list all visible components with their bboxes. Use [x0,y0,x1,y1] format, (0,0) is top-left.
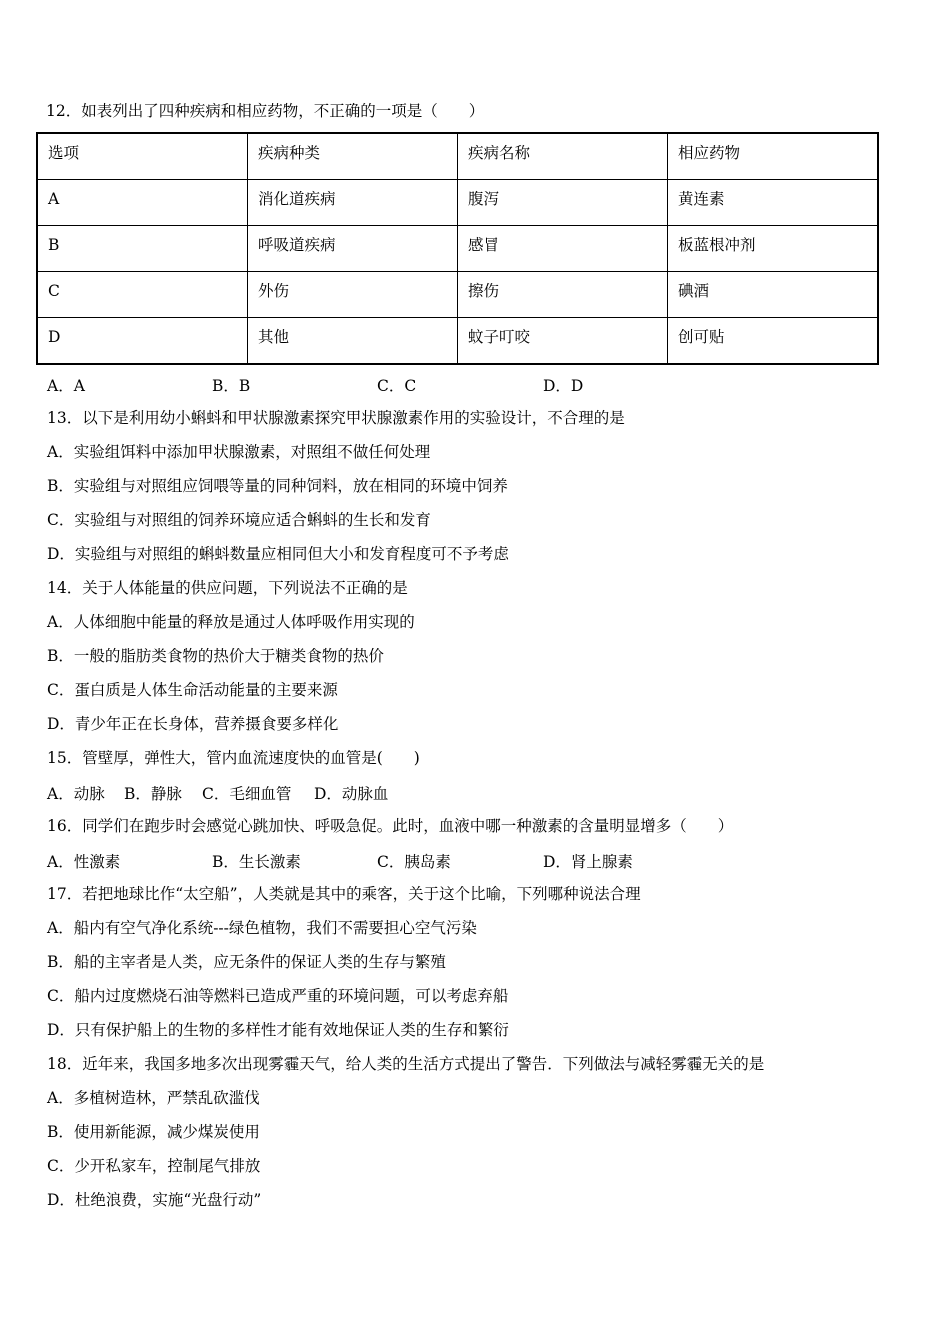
option-d: D．肾上腺素 [543,853,633,871]
q13-option-b: B．实验组与对照组应饲喂等量的同种饲料，放在相同的环境中饲养 [47,477,508,495]
table-header: 疾病种类 [248,133,458,180]
q17-option-d: D．只有保护船上的生物的多样性才能有效地保证人类的生存和繁衍 [47,1021,509,1039]
option-a: A．动脉 [47,785,105,803]
q18-stem: 18．近年来，我国多地多次出现雾霾天气，给人类的生活方式提出了警告．下列做法与减轻雾霾无关的是 [47,1055,765,1073]
q13-option-d: D．实验组与对照组的蝌蚪数量应相同但大小和发育程度可不予考虑 [47,545,509,563]
option-c: C．C [377,377,417,395]
q17-stem: 17．若把地球比作“太空船”，人类就是其中的乘客，关于这个比喻，下列哪种说法合理 [47,885,641,903]
q15-stem: 15．管壁厚，弹性大，管内血流速度快的血管是( ) [47,749,420,767]
table-row [37,272,878,318]
q17-option-c: C．船内过度燃烧石油等燃料已造成严重的环境问题，可以考虑弃船 [47,987,509,1005]
option-b: B．B [212,377,251,395]
q18-option-d: D．杜绝浪费，实施“光盘行动” [47,1191,262,1209]
option-a: A．A [47,377,85,395]
table-cell: 呼吸道疾病 [248,226,458,272]
option-b: B．静脉 [124,785,182,803]
option-d: D．动脉血 [314,785,389,803]
table-cell: A [37,180,248,226]
table-cell: 板蓝根冲剂 [668,226,879,272]
q18-option-a: A．多植树造林，严禁乱砍滥伐 [47,1089,260,1107]
table-cell: D [37,318,248,365]
q16-stem: 16．同学们在跑步时会感觉心跳加快、呼吸急促。此时，血液中哪一种激素的含量明显增多（ ） [47,817,734,835]
q14-option-d: D．青少年正在长身体，营养摄食要多样化 [47,715,339,733]
table-cell: 外伤 [248,272,458,318]
table-cell: C [37,272,248,318]
q14-option-c: C．蛋白质是人体生命活动能量的主要来源 [47,681,338,699]
table-header: 疾病名称 [458,133,668,180]
option-c: C．毛细血管 [202,785,292,803]
q14-option-b: B．一般的脂肪类食物的热价大于糖类食物的热价 [47,647,384,665]
option-c: C．胰岛素 [377,853,451,871]
table-header: 相应药物 [668,133,879,180]
q17-option-b: B．船的主宰者是人类，应无条件的保证人类的生存与繁殖 [47,953,446,971]
table-row [37,226,878,272]
q12-table [36,132,879,365]
q13-option-a: A．实验组饵料中添加甲状腺激素，对照组不做任何处理 [47,443,431,461]
q12-stem: 12．如表列出了四种疾病和相应药物，不正确的一项是（ ） [46,102,485,120]
table-cell: 创可贴 [668,318,879,365]
table-cell: 消化道疾病 [248,180,458,226]
table-header-row [37,133,878,180]
table-cell: 碘酒 [668,272,879,318]
option-a: A．性激素 [47,853,121,871]
table-cell: 其他 [248,318,458,365]
q18-option-c: C．少开私家车，控制尾气排放 [47,1157,261,1175]
q17-option-a: A．船内有空气净化系统---绿色植物，我们不需要担心空气污染 [47,919,477,937]
table-cell: 感冒 [458,226,668,272]
table-cell: 蚊子叮咬 [458,318,668,365]
q13-option-c: C．实验组与对照组的饲养环境应适合蝌蚪的生长和发育 [47,511,431,529]
table-cell: 黄连素 [668,180,879,226]
q14-stem: 14．关于人体能量的供应问题，下列说法不正确的是 [47,579,408,597]
table-cell: 擦伤 [458,272,668,318]
option-b: B．生长激素 [212,853,301,871]
table-cell: 腹泻 [458,180,668,226]
table-row [37,318,878,365]
option-d: D．D [543,377,584,395]
q13-stem: 13．以下是利用幼小蝌蚪和甲状腺激素探究甲状腺激素作用的实验设计，不合理的是 [47,409,625,427]
table-row [37,180,878,226]
q18-option-b: B．使用新能源，减少煤炭使用 [47,1123,260,1141]
table-cell: B [37,226,248,272]
q14-option-a: A．人体细胞中能量的释放是通过人体呼吸作用实现的 [47,613,415,631]
table-header: 选项 [37,133,248,180]
